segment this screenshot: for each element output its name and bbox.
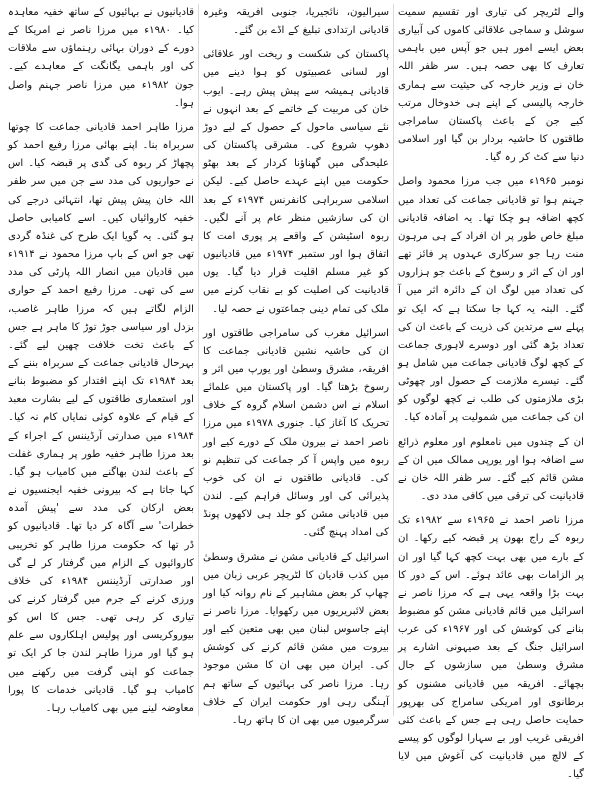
paragraph: اسرائیل مغرب کی سامراجی طاقتوں اور ان کی حاشیہ نشین قادیانی جماعت کا افریقہ، مشرق وسطیٰ اور یورپ میں اثر و رسوخ بڑھتا گیا۔ اور پاکستان میں علمائے اسلام نے اس دشمن اسلام گروہ کے خلاف تحریک کا آغاز کیا۔ جنوری ۱۹۷۸ء میں مرزا ناصر احمد نے بیرون ملک کے دورے کیے اور ربوہ میں واپس آ کر جماعت کی تنظیم نو کی۔ قادیانی طاقتوں نے ان کی خوب پذیرائی کی اور وسائل فراہم کیے۔ لندن میں قادیانی مشن کو جلد ہی لاکھوں پونڈ کی امداد پہنچ گئی۔ (203, 327, 389, 539)
text-column-middle (203, 4, 389, 726)
paragraph: نومبر ۱۹۶۵ء میں جب مرزا محمود واصل جہنم ہوا تو قادیانی جماعت کی تعداد میں کچھ اضافہ ہو چکا تھا۔ یہ اضافہ قادیانی مبلغ خاص طور پر ان افراد کے ہی مرہون منت رہا جو سرکاری عہدوں پر فائز تھے اور ان کے اثر و رسوخ کے باعث جو ہزاروں کی تعداد میں لوگ ان کے دائرہ اثر میں آ گئے۔ البتہ یہ کہا جا سکتا ہے کہ ایک تو پہلے سے مرتدین کی ذریت کے باعث ان کی تعداد بڑھ گئی اور دوسرے لاہوری جماعت کے کچھ لوگ قادیانی جماعت میں شامل ہو گئے۔ تیسرے ملازمت کے حصول اور چھوٹی بڑی ملازمتوں کی طلب نے کچھ لوگوں کو ان کی جماعت میں شمولیت پر آمادہ کیا۔ (398, 176, 584, 424)
paragraph: مرزا طاہر احمد قادیانی جماعت کا چوتھا سربراہ بنا۔ اپنے بھائی مرزا رفیع احمد کو پچھاڑ کر ربوہ کی گدی پر قبضہ کیا۔ اس نے حواریوں کی مدد سے جن میں سر ظفر اللہ خان پیش پیش تھا، انتہائی درجے کی خفیہ کاروائیاں کیں۔ اسے کامیابی حاصل ہو گئی۔ یہ گویا ایک طرح کی غنڈہ گردی تھی جو اس کے باپ مرزا محمود نے ۱۹۱۴ء میں قادیان میں انصار اللہ پارٹی کی مدد سے کی تھی۔ مرزا رفیع احمد کے حواری الزام لگاتے ہیں کہ مرزا طاہر غاصب، بزدل اور سیاسی جوڑ توڑ کا ماہر ہے جس کے باعث تخت خلافت چھین لیے گئے۔ بہرحال قادیانی جماعت کے سربراہ بننے کے بعد ۱۹۸۴ء تک اپنے اقتدار کو مضبوط بنانے اور استعماری طاقتوں کے لیے بشارت معبد کے قیام کے علاوہ کوئی نمایاں کام نہ کیا۔ ۱۹۸۴ء میں صدارتی آرڈیننس کے اجراء کے بعد مرزا طاہر خفیہ طور پر ہماری غفلت کے باعث لندن بھاگنے میں کامیاب ہو گیا۔ کہا جاتا ہے کہ بیرونی خفیہ ایجنسیوں نے بعض ارکان کی مدد سے 'پیش آمدہ خطرات' سے آگاہ کر دیا تھا۔ قادیانیوں کو ڈر تھا کہ حکومت مرزا طاہر کو تخریبی کاروائیوں کے الزام میں گرفتار کر لے گی اور صدارتی آرڈیننس ۱۹۸۴ء کی خلاف ورزی کرنے کے جرم میں گرفتار کرنے کی تیاری کر رہی تھی۔ جس کا اس کو بیوروکریسی اور پولیس اہلکاروں سے علم ہو گیا اور مرزا طاہر لندن جا کر ایک تو جماعت کو اپنی گرفت میں رکھنے میں کامیاب ہو گیا۔ قادیانی خدمات کا پورا معاوضہ لینے میں بھی کامیاب رہا۔ (8, 121, 195, 714)
paragraph: والے لٹریچر کی تیاری اور تقسیم سمیت سوشل و سماجی علاقائی کاموں کی آبیاری بعض ایسے امور ہیں جو آپس میں باہمی تعارف کا بھی حصہ ہیں۔ سر ظفر اللہ خان نے وزیر خارجہ کی حیثیت سے ہماری خارجہ پالیسی کے اپنے ہی خدوخال مرتب کیے جن کے باعث پاکستان سامراجی طاقتوں کا حاشیہ بردار بن گیا اور اسلامی دنیا سے کٹ کر رہ گیا۔ (398, 7, 584, 164)
column-divider (393, 4, 394, 716)
paragraph: مرزا ناصر احمد نے ۱۹۶۵ء سے ۱۹۸۲ء تک ربوہ کے راج بھون پر قبضہ کیے رکھا۔ ان کے بارے میں بھی بہت کچھ کہا گیا اور ان پر الزامات بھی عائد ہوئے۔ اس کے دور کا بہت بڑا واقعہ یہی ہے کہ مرزا ناصر نے اسرائیل میں قائم قادیانی مشن کو مضبوط بنانے کی کوشش کی اور ۱۹۶۷ء کی عرب اسرائیل جنگ کے بعد صیہونی اشارے پر مشرق وسطیٰ میں سازشوں کے جال بچھائے۔ افریقہ میں قادیانی مشنوں کو برطانوی اور امریکی سامراج کی بھرپور حمایت حاصل رہی ہے جس کے باعث کئی افریقی غریب اور بے سہارا لوگوں کو پیسے کے لالچ میں قادیانیت کی آغوش میں لایا گیا۔ (398, 515, 584, 781)
text-column-left (8, 4, 194, 716)
column-divider (198, 4, 199, 716)
text-column-right (398, 4, 584, 781)
paragraph: سیرالیون، نائجیریا، جنوبی افریقہ وغیرہ قادیانی ارتدادی تبلیغ کے اڈے بن گئے۔ (203, 7, 389, 37)
paragraph: قادیانیوں نے بہائیوں کے ساتھ خفیہ معاہدہ کیا۔ ۱۹۸۰ء میں مرزا ناصر نے امریکا کے دورے کے دوران بہائی رہنماؤں سے ملاقات کی اور باہمی یگانگت کے معاہدے کیے۔ جون ۱۹۸۲ء میں مرزا ناصر جہنم واصل ہوا۔ (8, 7, 195, 109)
paragraph: ان کے چندوں میں نامعلوم اور معلوم ذرائع سے اضافہ ہوا اور یورپی ممالک میں ان کے مشن قائم کیے گئے۔ سر ظفر اللہ خان نے قادیانیت کی ترقی میں کافی مدد دی۔ (398, 436, 584, 503)
paragraph: اسرائیل کے قادیانی مشن نے مشرق وسطیٰ میں کذب قادیان کا لٹریچر عربی زبان میں چھاپ کر بعض مشاہیر کے نام روانہ کیا اور بعض لائبریریوں میں رکھوایا۔ مرزا ناصر نے اپنے جاسوس لبنان میں بھی متعین کیے اور بیروت میں مشن قائم کرنے کی کوشش کی۔ ایران میں بھی ان کا مشن موجود رہا۔ مرزا ناصر کی بہائیوں کے ساتھ ہم آہنگی رہی اور حکومت ایران کے خلاف سرگرمیوں میں بھی ان کا ہاتھ رہا۔ (203, 551, 389, 726)
paragraph: پاکستان کی شکست و ریخت اور علاقائی اور لسانی عصبیتوں کو ہوا دینے میں قادیانی ہمیشہ سے پیش پیش رہے۔ ایوب خان کی مربیت کے خاتمے کے بعد انہوں نے نئے سیاسی ماحول کے حصول کے لیے دوڑ دھوپ شروع کی۔ مشرقی پاکستان کی علیحدگی میں گھناؤنا کردار کے بعد بھٹو حکومت میں اپنے عہدے حاصل کیے۔ لیکن اسلامی سربراہی کانفرنس ۱۹۷۴ء کے بعد ان کی سازشیں منظر عام پر آنے لگیں۔ ربوہ اسٹیشن کے واقعے پر پوری امت کا اتفاق ہوا اور ستمبر ۱۹۷۴ء میں قادیانیوں کو غیر مسلم اقلیت قرار دیا گیا۔ یوں قادیانیت کی اصلیت کو بے نقاب کرنے میں ملک کی تمام دینی جماعتوں نے حصہ لیا۔ (203, 49, 389, 315)
